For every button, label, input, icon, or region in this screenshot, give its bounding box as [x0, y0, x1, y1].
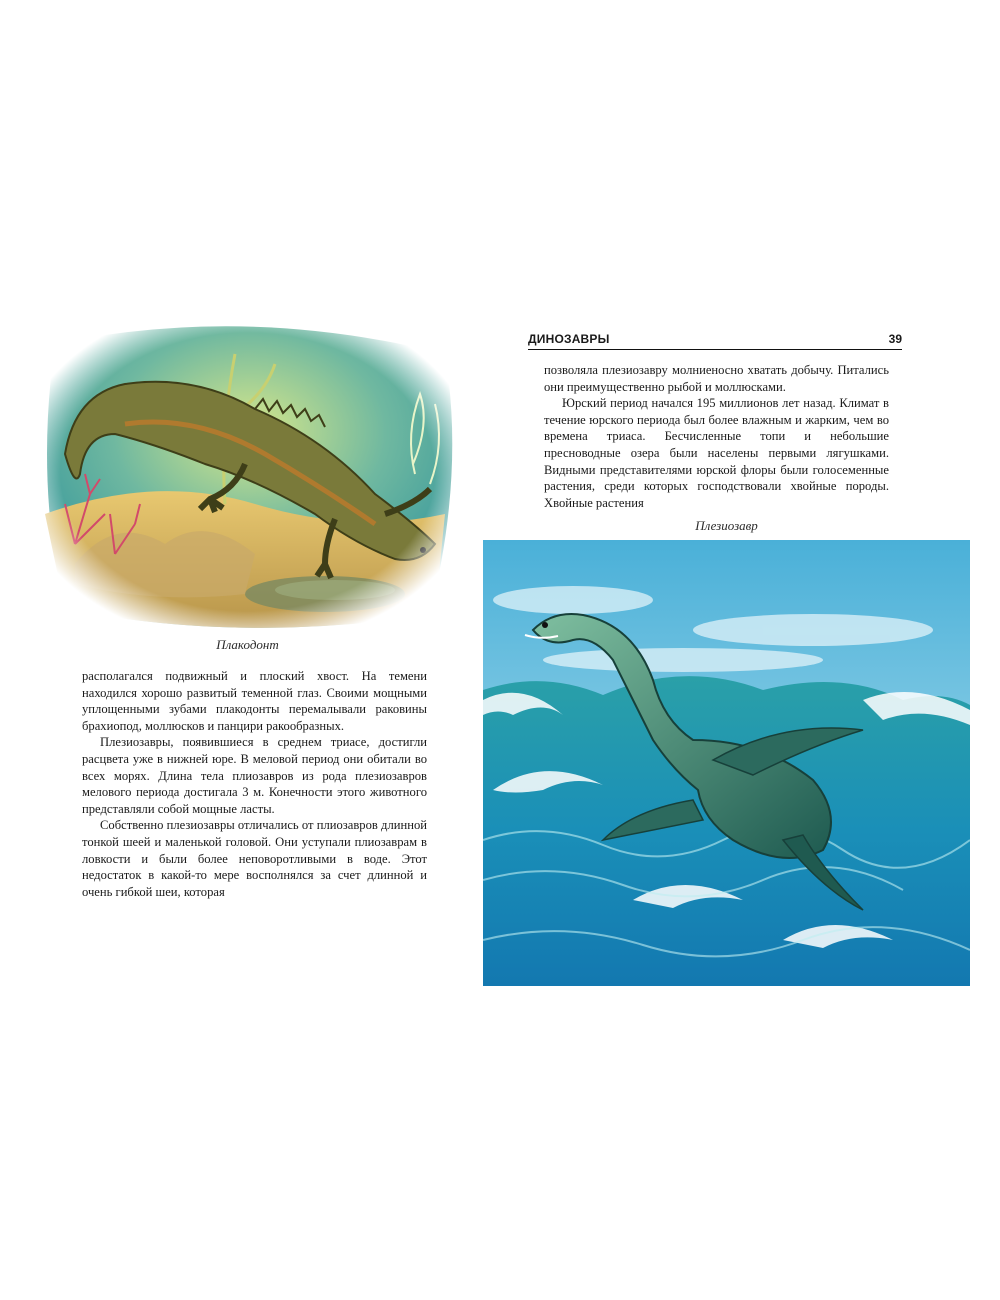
plesiosaur-caption: Плезиозавр — [695, 518, 758, 533]
placodont-illustration — [35, 314, 460, 630]
placodont-caption: Плакодонт — [216, 637, 279, 652]
plesiosaur-illustration — [483, 540, 970, 986]
left-paragraph-3: Собственно плезиозавры отличались от плиозавров длинной тонкой шеей и маленькой головой. Они уступали плиозаврам в ловкости и были более неповоротливыми в воде. Этот недостаток в какой-то мере восполнялся за счет длинной и очень гибкой шеи, которая — [82, 818, 427, 899]
running-header — [528, 331, 902, 350]
left-page-body-text — [82, 668, 427, 900]
running-title: ДИНОЗАВРЫ — [528, 332, 610, 346]
left-paragraph-2: Плезиозавры, появившиеся в среднем триасе, достигли расцвета уже в нижней юре. В меловой период они обитали во всех морях. Длина тела плиозавров из рода плезиозавров мелового периода достигала 3 м. Конечности этого животного представляли собой мощные ласты. — [82, 735, 427, 816]
left-paragraph-1: располагался подвижный и плоский хвост. На темени находился хорошо развитый теменной глаз. Своими мощными уплощенными зубами плакодонты перемалывали раковины брахиопод, моллюсков и панцири ракообразных. — [82, 669, 427, 733]
right-paragraph-1: позволяла плезиозавру молниеносно хватать добычу. Питались они преимущественно рыбой и моллюсками. — [544, 363, 889, 394]
right-page-body-text — [544, 362, 889, 511]
page-number: 39 — [888, 332, 902, 346]
right-paragraph-2: Юрский период начался 195 миллионов лет назад. Климат в течение юрского периода был более влажным и жарким, чем во времена триаса. Бесчисленные топи и небольшие пресноводные озера были населены первыми лягушками. Видными представителями юрской флоры были голосеменные растения, среди которых господствовали хвойные породы. Хвойные растения — [544, 396, 889, 510]
